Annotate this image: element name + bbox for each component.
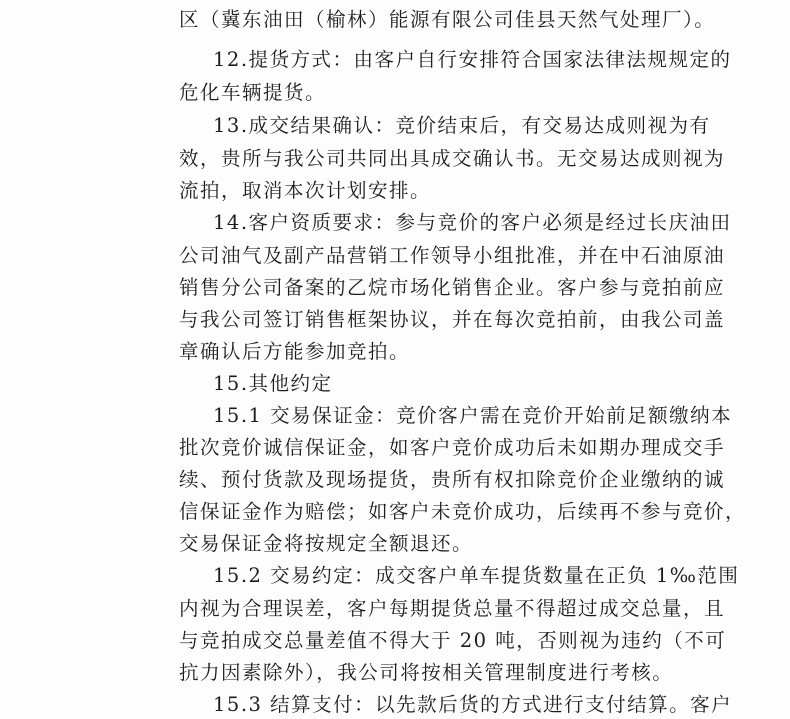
- text-line-10: 与我公司签订销售框架协议，并在每次竞拍前，由我公司盖: [179, 308, 726, 331]
- text-line-2: 12.提货方式：由客户自行安排符合国家法律法规规定的: [213, 48, 732, 71]
- text-line-11: 章确认后方能参加竞拍。: [179, 340, 411, 363]
- text-line-4: 13.成交结果确认：竞价结束后，有交易达成则视为有: [213, 114, 711, 137]
- text-line-3: 危化车辆提货。: [179, 81, 327, 104]
- text-line-9: 销售分公司备案的乙烷市场化销售企业。客户参与竞拍前应: [179, 276, 726, 299]
- text-line-5: 效，贵所与我公司共同出具成交确认书。无交易达成则视为: [179, 147, 726, 170]
- text-line-6: 流拍，取消本次计划安排。: [179, 179, 432, 202]
- text-line-7: 14.客户资质要求：参与竞价的客户必须是经过长庆油田: [213, 211, 732, 234]
- text-line-8: 公司油气及副产品营销工作领导小组批准，并在中石油原油: [179, 244, 726, 267]
- text-line-18: 15.2 交易约定：成交客户单车提货数量在正负 1‰范围: [213, 564, 740, 587]
- text-line-20: 与竞拍成交总量差值不得大于 20 吨，否则视为违约（不可: [179, 629, 727, 652]
- text-line-14: 批次竞价诚信保证金，如客户竞价成功后未如期办理成交手: [179, 436, 726, 459]
- text-line-22: 15.3 结算支付：以先款后货的方式进行支付结算。客户: [213, 693, 733, 716]
- text-line-17: 交易保证金将按规定全额退还。: [179, 532, 474, 555]
- text-line-21: 抗力因素除外），我公司将按相关管理制度进行考核。: [179, 661, 674, 684]
- text-line-12: 15.其他约定: [213, 372, 333, 395]
- text-line-19: 内视为合理误差，客户每期提货总量不得超过成交总量，且: [179, 597, 726, 620]
- text-line-13: 15.1 交易保证金：竞价客户需在竞价开始前足额缴纳本: [213, 404, 733, 427]
- text-line-1: 区（冀东油田（榆林）能源有限公司佳县天然气处理厂）。: [179, 8, 716, 31]
- text-line-15: 续、预付货款及现场提货，贵所有权扣除竞价企业缴纳的诚: [179, 468, 726, 491]
- text-line-16: 信保证金作为赔偿；如客户未竞价成功，后续再不参与竞价，: [179, 500, 747, 523]
